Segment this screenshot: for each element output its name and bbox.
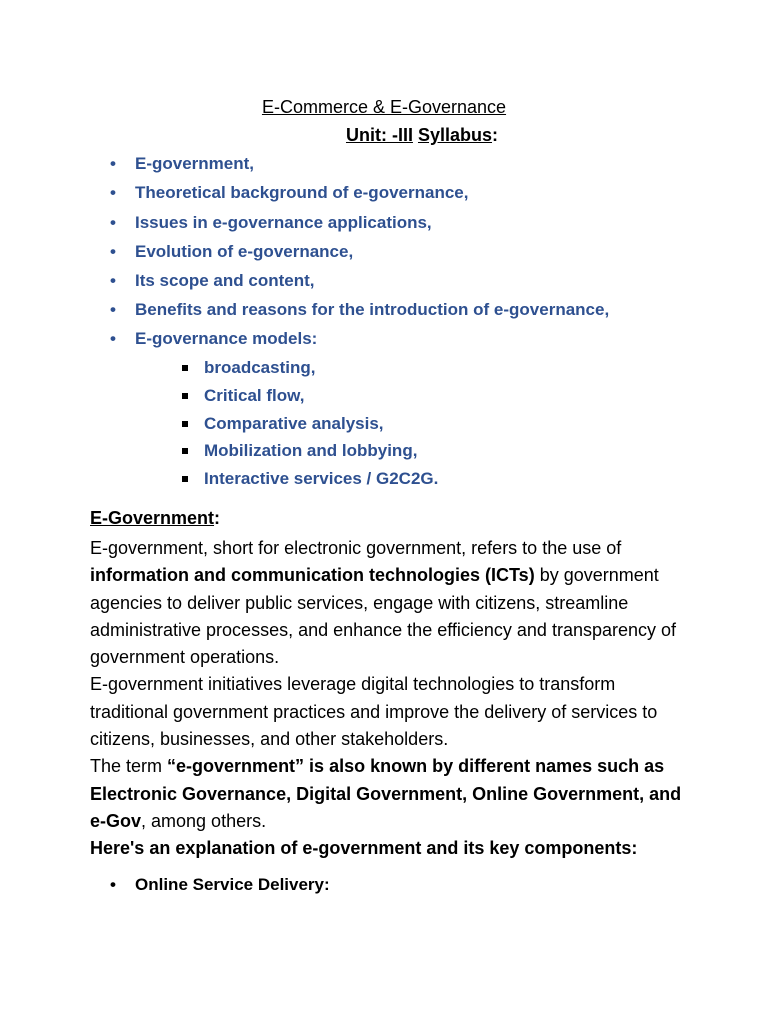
bullet-dot-icon: • — [110, 183, 116, 202]
bullet-dot-icon: • — [110, 300, 116, 319]
square-bullet-icon — [182, 393, 188, 399]
explanation-heading: Here's an explanation of e-government and its key components: — [90, 838, 638, 859]
document-page: E-Commerce & E-Governance Unit: -III Syllabus: • E-government, • Theoretical background of e-governance, • Issues in e-governance applications, • Evolution of e-governance, • Its scope and content, • Benefits and reasons for the introduction of e-governance, • E-governance models: broadcasting, Critical flow, Comparative analysis, Mobilization and lobbying, Interactive services / G2C2G. E-Government: E-government, short for electronic government, refers to the use of information and communication technologies (ICTs) by government agencies to deliver public services, engage with citizens, streamline administrative processes, and enhance the efficiency and transparency of government operations. E-government initiatives leverage digital technologies to transform traditional government practices and improve the delivery of services to citizens, businesses, and other stakeholders. The term “e-government” is also known by different names such as Electronic Governance, Digital Government, Online Government, and e-Gov, among others. Here's an explanation of e-government and its key components: • Online Service Delivery: — [0, 0, 768, 1024]
syllabus-colon: : — [492, 125, 499, 145]
bullet-dot-icon: • — [110, 213, 116, 232]
document-title: E-Commerce & E-Governance — [261, 97, 507, 117]
square-bullet-icon — [182, 421, 188, 427]
square-bullet-icon — [182, 365, 188, 371]
unit-syllabus-heading — [0, 124, 768, 146]
bullet-dot-icon: • — [110, 329, 116, 348]
bullet-dot-icon: • — [110, 154, 116, 173]
paragraph-terms: The term “e-government” is also known by different names such as Electronic Governance, Digital Government, Online Government, and e-Gov, among others. — [90, 756, 682, 831]
bullet-dot-icon: • — [110, 242, 116, 261]
bullet-dot-icon: • — [110, 875, 116, 894]
square-bullet-icon — [182, 448, 188, 454]
section-heading: E-Government: — [90, 508, 221, 528]
bullet-dot-icon: • — [110, 271, 116, 290]
paragraph-definition: E-government, short for electronic government, refers to the use of information and communication technologies (ICTs) by government agencies to deliver public services, engage with citizens, streamline administrative processes, and enhance the efficiency and transparency of government operations. — [90, 538, 677, 668]
paragraph-initiatives: E-government initiatives leverage digital technologies to transform traditional government practices and improve the delivery of services to citizens, businesses, and other stakeholders. — [90, 674, 658, 750]
unit-label: Unit: -III — [345, 125, 413, 145]
body-paragraphs — [90, 535, 690, 863]
square-bullet-icon — [182, 476, 188, 482]
syllabus-label: Syllabus — [417, 125, 493, 145]
